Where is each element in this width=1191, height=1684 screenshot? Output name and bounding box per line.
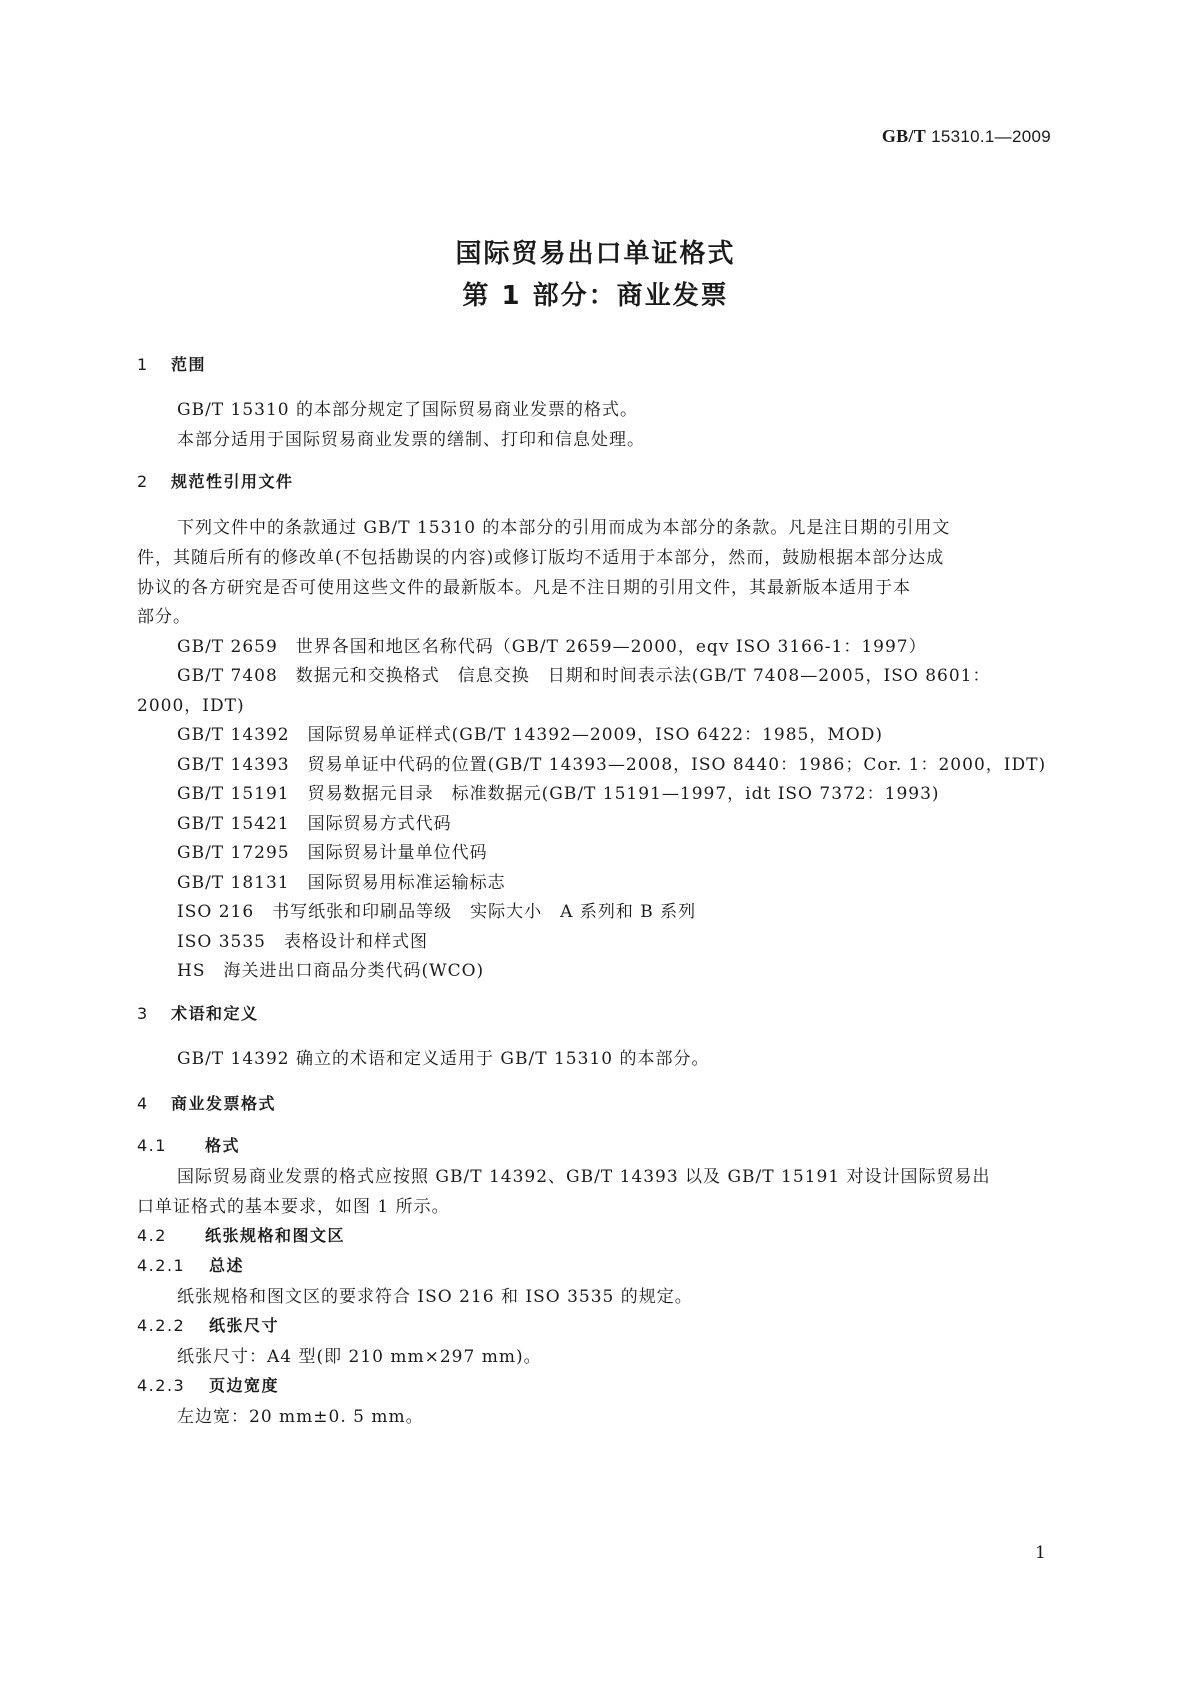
section-4-2-heading: 4.2 纸张规格和图文区 — [137, 1226, 346, 1245]
section-4-2-1-heading: 4.2.1 总述 — [137, 1256, 245, 1275]
paragraph-line: 件，其随后所有的修改单(不包括勘误的内容)或修订版均不适用于本部分，然而，鼓励根据本部分达成 — [137, 548, 945, 568]
paragraph-line: 口单证格式的基本要求，如图 1 所示。 — [137, 1197, 450, 1217]
section-2-heading: 2 规范性引用文件 — [137, 472, 294, 491]
paragraph-line: 下列文件中的条款通过 GB/T 15310 的本部分的引用而成为本部分的条款。凡是注日期的引用文 — [177, 518, 951, 538]
paragraph-line: 部分。 — [137, 607, 191, 627]
paragraph-line: 国际贸易商业发票的格式应按照 GB/T 14392、GB/T 14393 以及 GB/T 15191 对设计国际贸易出 — [177, 1167, 991, 1187]
section-4-1-heading: 4.1 格式 — [137, 1136, 241, 1155]
reference-item: GB/T 15421 国际贸易方式代码 — [177, 814, 452, 834]
reference-item: GB/T 14392 国际贸易单证样式(GB/T 14392—2009，ISO 6422：1985，MOD) — [177, 725, 883, 745]
reference-item: GB/T 18131 国际贸易用标准运输标志 — [177, 873, 506, 893]
section-3-heading: 3 术语和定义 — [137, 1004, 259, 1023]
document-title: 国际贸易出口单证格式 — [455, 239, 736, 269]
paragraph: 纸张规格和图文区的要求符合 ISO 216 和 ISO 3535 的规定。 — [177, 1287, 693, 1307]
section-4-2-2-heading: 4.2.2 纸张尺寸 — [137, 1316, 280, 1335]
reference-item: HS 海关进出口商品分类代码(WCO) — [177, 961, 485, 981]
reference-item-continued: 2000，IDT) — [137, 696, 245, 716]
page-number: 1 — [1035, 1543, 1046, 1563]
paragraph: 本部分适用于国际贸易商业发票的缮制、打印和信息处理。 — [177, 430, 645, 450]
section-4-2-3-heading: 4.2.3 页边宽度 — [137, 1376, 280, 1395]
reference-item: GB/T 2659 世界各国和地区名称代码（GB/T 2659—2000，eqv ISO 3166-1：1997） — [177, 637, 927, 657]
paragraph: 纸张尺寸：A4 型(即 210 mm×297 mm)。 — [177, 1347, 542, 1367]
paragraph: 左边宽：20 mm±0. 5 mm。 — [177, 1407, 424, 1427]
standard-code-prefix: GB/T — [881, 126, 927, 146]
reference-item: GB/T 17295 国际贸易计量单位代码 — [177, 843, 488, 863]
reference-item: ISO 216 书写纸张和印刷品等级 实际大小 A 系列和 B 系列 — [177, 902, 697, 922]
section-1-heading: 1 范围 — [137, 355, 207, 374]
reference-item: GB/T 7408 数据元和交换格式 信息交换 日期和时间表示法(GB/T 7408—2005，ISO 8601： — [177, 666, 991, 686]
section-4-heading: 4 商业发票格式 — [137, 1094, 277, 1113]
reference-item: GB/T 15191 贸易数据元目录 标准数据元(GB/T 15191—1997，idt ISO 7372：1993) — [177, 784, 940, 804]
document-subtitle: 第 1 部分：商业发票 — [462, 281, 729, 311]
standard-code-number: 15310.1—2009 — [931, 127, 1051, 146]
reference-item: ISO 3535 表格设计和样式图 — [177, 932, 428, 952]
paragraph: GB/T 15310 的本部分规定了国际贸易商业发票的格式。 — [177, 400, 639, 420]
paragraph-line: 协议的各方研究是否可使用这些文件的最新版本。凡是不注日期的引用文件，其最新版本适用于本 — [137, 578, 911, 598]
standard-code — [882, 126, 1051, 147]
paragraph: GB/T 14392 确立的术语和定义适用于 GB/T 15310 的本部分。 — [177, 1049, 710, 1069]
reference-item: GB/T 14393 贸易单证中代码的位置(GB/T 14393—2008，ISO 8440：1986；Cor. 1：2000，IDT) — [177, 755, 1047, 775]
